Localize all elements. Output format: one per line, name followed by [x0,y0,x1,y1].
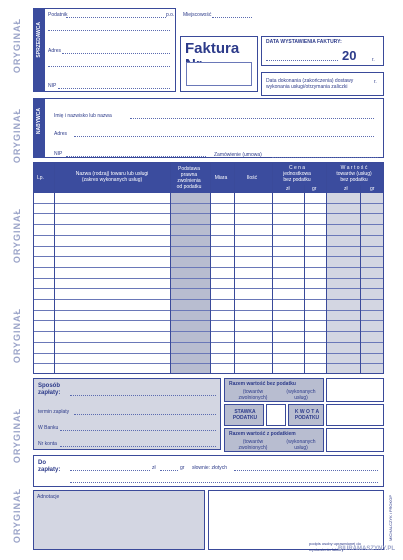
net-exempt-label: (towarów zwolnionych) [238,389,268,401]
notes-label: Adnotacje [37,494,60,500]
seller-nip-line[interactable] [58,88,170,89]
buyer-name-line[interactable] [130,118,374,119]
place-line[interactable] [212,17,252,18]
seller-section-label: SPRZEDAWCA [36,22,42,58]
table-row[interactable] [34,204,384,215]
invoice-number-field[interactable] [186,62,252,86]
side-label-top: ORYGINAŁ [12,18,22,74]
table-row[interactable] [34,300,384,311]
header-price: C e n a jednostkowa bez podatku [283,165,311,183]
table-row[interactable] [34,225,384,236]
table-rows [34,193,384,374]
header-basis: Podstawa prawna zwolnienia od podatku [176,166,202,190]
header-value-zl: zł [344,186,348,192]
net-total-box [224,378,324,402]
words-line-2[interactable] [70,482,378,483]
header-qty: Ilość [246,175,258,181]
buyer-address-line[interactable] [74,136,374,137]
col-sep-8 [360,185,361,374]
delivery-date-label: Data dokonania (zakończenia) dostawy wykonania usługi/otrzymania zaliczki [266,78,354,90]
issue-date-box [261,36,384,66]
account-label: Nr konta [38,441,57,447]
seller-nip-label: NIP [48,83,57,89]
amount-zl-label: zł [152,465,156,471]
table-row[interactable] [34,289,384,300]
delivery-date-box [261,72,384,96]
gross-total-box [224,428,324,452]
account-line[interactable] [60,446,216,447]
payment-label: Sposób zapłaty: [38,383,61,396]
tax-rate-field[interactable] [266,404,286,426]
brand-label: MICHALCZYK i PROKOP [388,495,393,542]
seller-band [33,8,45,92]
seller-address-line[interactable] [62,53,170,54]
left-margin-strip [6,8,30,553]
invoice-title-box [180,36,258,92]
seller-name-label: Podatnik [48,12,68,18]
net-total-field[interactable] [326,378,384,402]
seller-address-label: Adres [48,48,62,54]
seller-vat-label: p.o. [166,12,175,18]
table-row[interactable] [34,332,384,343]
side-label-1: ORYGINAŁ [12,108,22,164]
side-label-4: ORYGINAŁ [12,408,22,464]
signature-note: podpis osoby uprawnionej do wystawienia faktury [309,541,361,552]
due-line[interactable] [74,414,216,415]
gross-total-field[interactable] [326,428,384,452]
bank-line[interactable] [60,430,216,431]
buyer-band [33,98,45,158]
tax-amount-label: K W O T A PODATKU [294,409,320,421]
issue-year-suffix: r. [372,57,375,63]
order-line[interactable] [272,157,378,158]
notes-box[interactable] [33,490,205,550]
seller-name-line[interactable] [66,17,166,18]
items-table [33,162,384,374]
payment-due-label: Do zapłaty: [38,460,61,473]
side-label-2: ORYGINAŁ [12,208,22,264]
order-label: Zamówienie (umowa) [214,152,262,158]
header-value: W a r t o ś ć towarów (usług) bez podatku [336,165,372,183]
table-row[interactable] [34,193,384,204]
table-row[interactable] [34,311,384,322]
col-sep-1 [54,163,55,374]
table-row[interactable] [34,343,384,354]
side-label-3: ORYGINAŁ [12,308,22,364]
header-lp: Lp. [37,175,44,181]
words-label: słownie: złotych [192,465,228,471]
payment-line[interactable] [70,395,216,396]
amount-gr-line[interactable] [160,470,178,471]
place-label: Miejscowość [183,12,212,18]
col-sep-3 [210,163,211,374]
seller-line-4[interactable] [48,66,170,67]
buyer-section [33,98,384,158]
gross-executed-label: (wykonanych usług) [286,439,316,451]
payment-due-section [33,455,384,487]
watermark-logo: BIURAMASZYNY.PL [338,546,396,552]
bank-label: W Banku [38,425,59,431]
tax-amount-field[interactable] [326,404,384,426]
table-row[interactable] [34,268,384,279]
buyer-nip-line[interactable] [66,156,206,157]
words-line[interactable] [234,470,378,471]
invoice-title: Faktura [185,40,240,57]
payment-section [33,378,221,450]
due-label: termin zapłaty [38,409,70,415]
gross-total-label: Razem wartość z podatkiem [229,431,296,437]
tax-rate-label: STAWKA PODATKU [232,409,258,421]
table-row[interactable] [34,354,384,365]
buyer-address-label: Adres [54,131,68,137]
tax-amount-box [288,404,324,426]
col-sep-5 [272,163,273,374]
header-value-gr: gr [370,186,375,192]
header-unit: Miara [214,175,228,181]
side-label-5: ORYGINAŁ [12,488,22,544]
table-row[interactable] [34,214,384,225]
issue-date-label: DATA WYSTAWIENIA FAKTURY: [266,39,342,45]
net-total-label: Razem wartość bez podatku [229,381,296,387]
table-row[interactable] [34,364,384,374]
buyer-nip-label: NIP [54,151,63,157]
col-sep-7 [326,163,327,374]
table-row[interactable] [34,321,384,332]
amount-zl-line[interactable] [70,470,150,471]
col-sep-4 [234,163,235,374]
col-sep-6 [304,185,305,374]
seller-line-2[interactable] [48,30,170,31]
issue-year-prefix: 20 [342,48,357,63]
buyer-section-label: NABYWCA [36,108,42,135]
net-executed-label: (wykonanych usług) [286,389,316,401]
buyer-name-label: Imię i nazwisko lub nazwa [54,113,112,119]
table-row[interactable] [34,236,384,247]
amount-gr-label: gr [180,465,185,471]
tax-rate-box [224,404,264,426]
table-row[interactable] [34,247,384,258]
header-price-zl: zł [286,186,290,192]
signature-box[interactable] [208,490,384,550]
issue-date-line[interactable] [266,60,338,61]
header-name: Nazwa (rodzaj) towaru lub usługi (zakres wykonanych usług) [75,171,149,183]
col-sep-2 [170,163,171,374]
header-price-gr: gr [312,186,317,192]
delivery-date-suffix: r. [374,79,377,85]
table-row[interactable] [34,257,384,268]
gross-exempt-label: (towarów zwolnionych) [238,439,268,451]
table-row[interactable] [34,279,384,290]
